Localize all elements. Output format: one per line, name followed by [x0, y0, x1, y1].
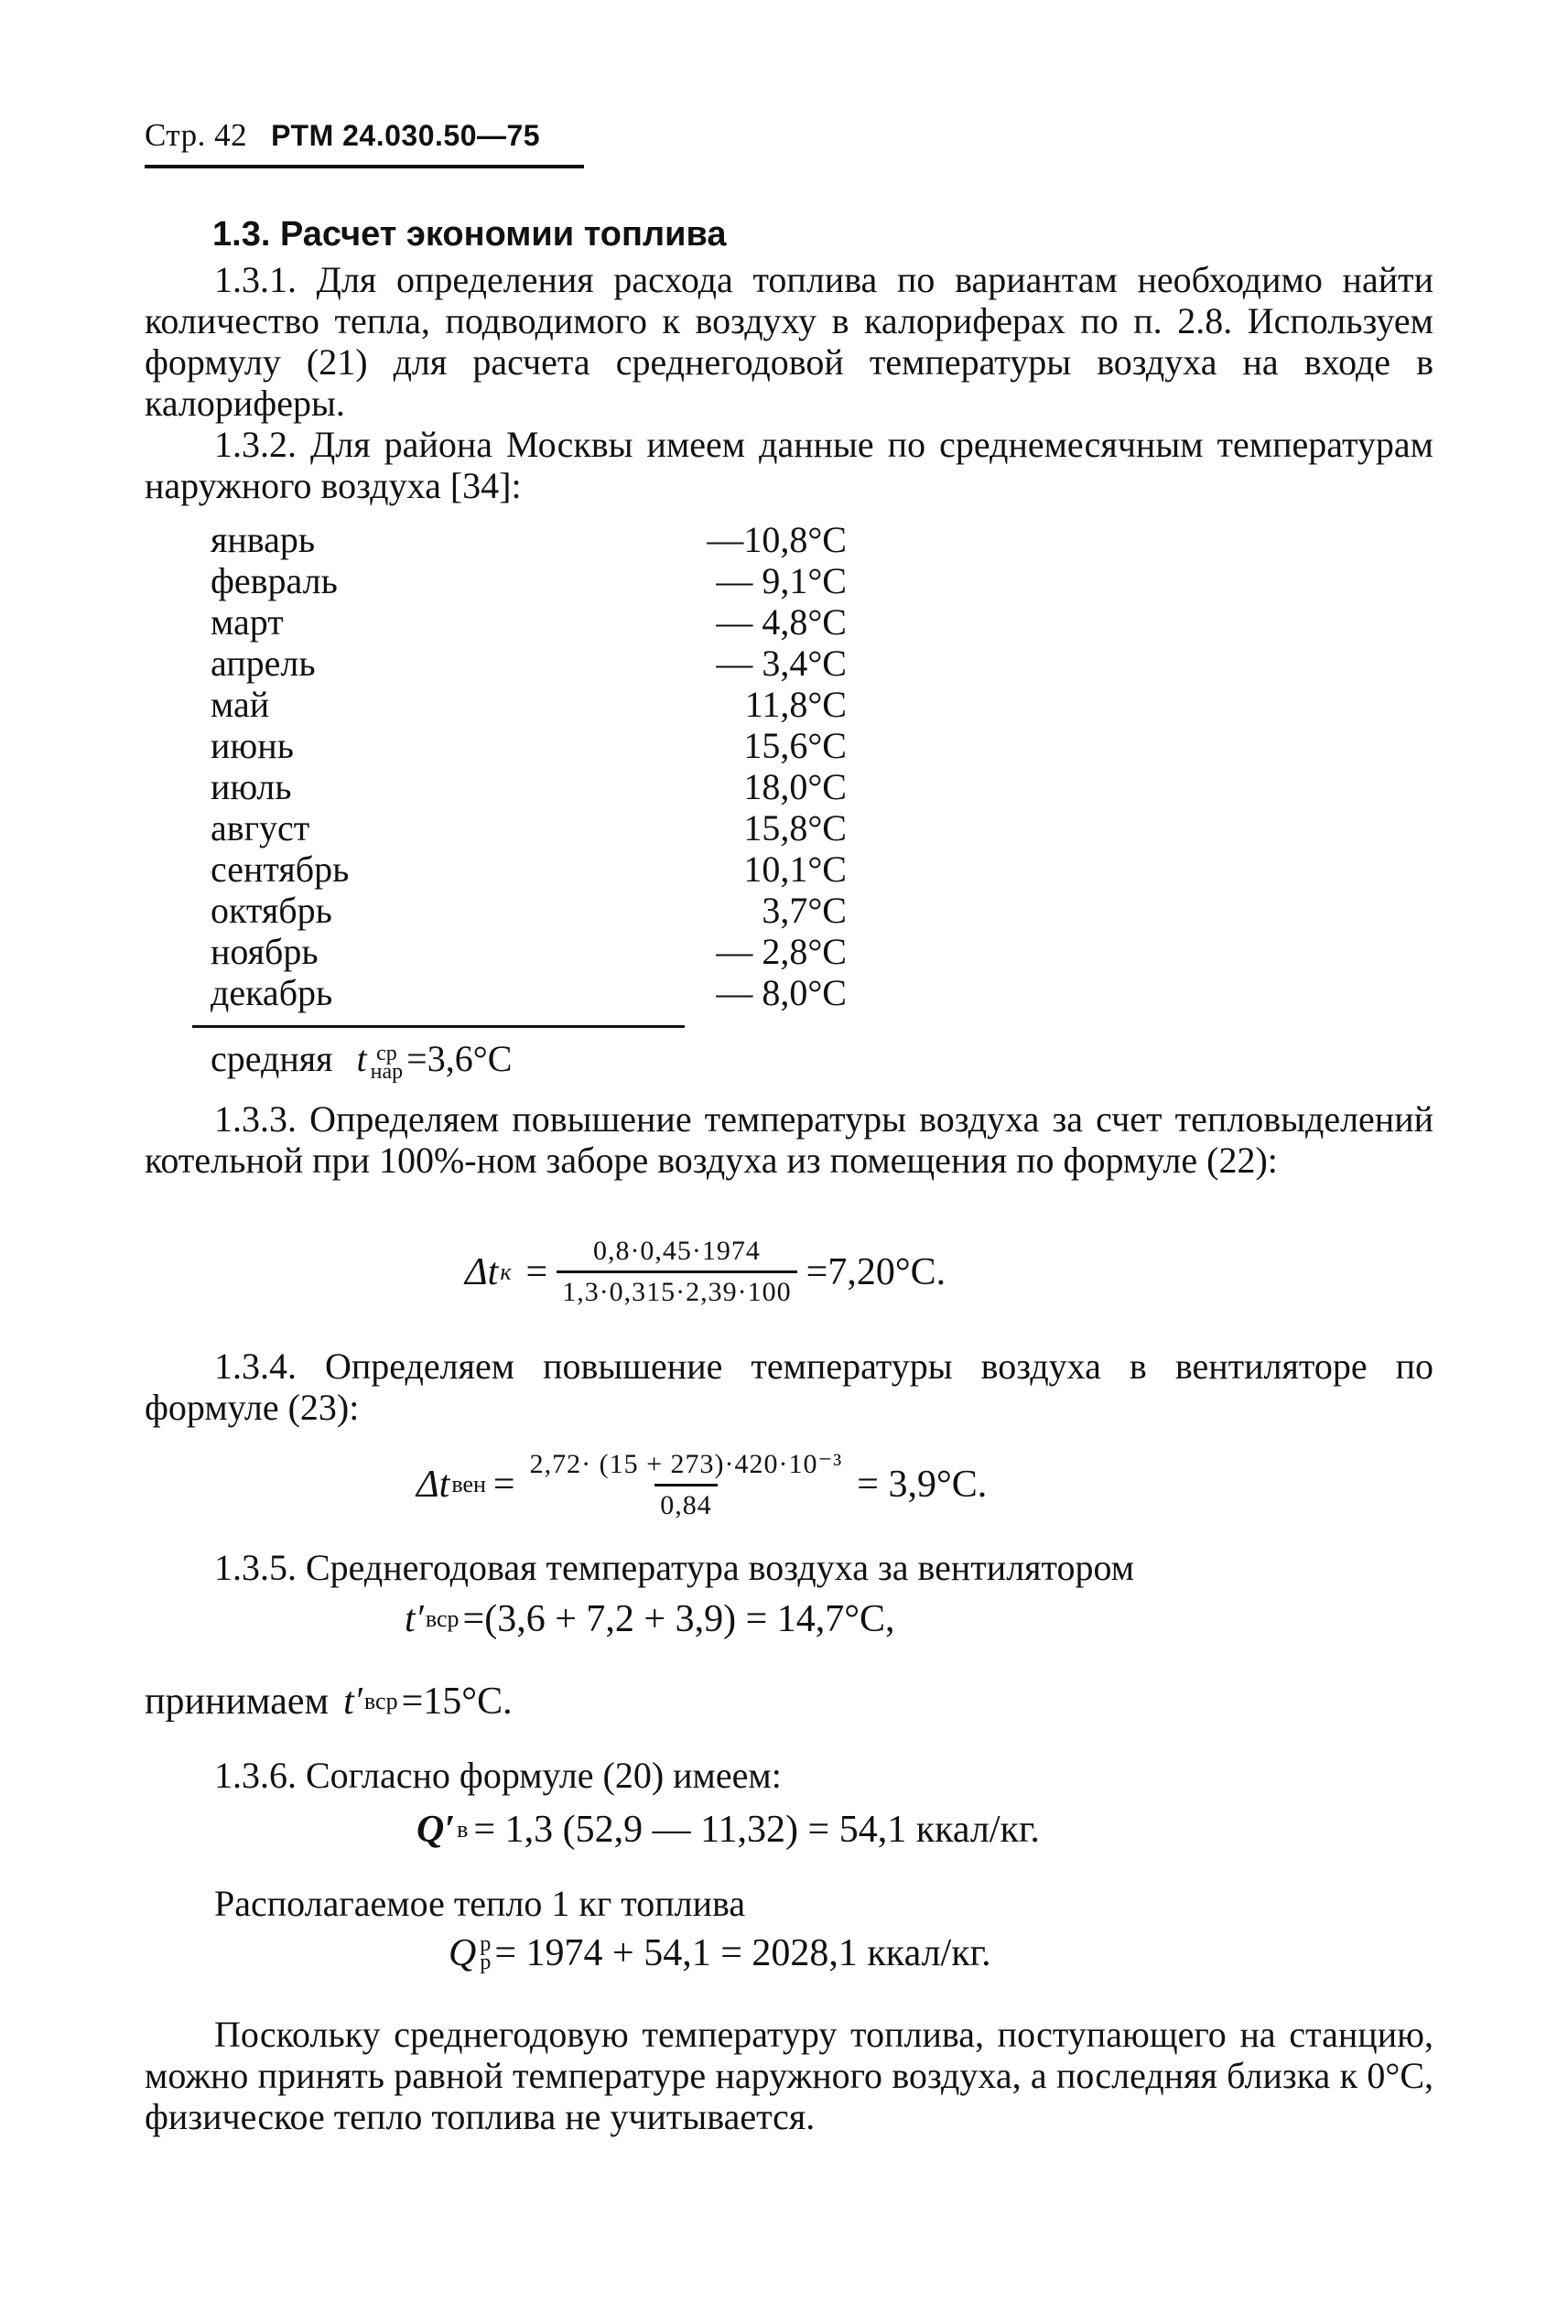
paragraph-final: Поскольку среднегодовую температуру топлива, поступающего на станцию, можно принять равной температуре наружного воздуха, а последняя близка к 0°С, физическое тепло топлива не учитывается. [145, 2014, 1433, 2137]
paragraph-1-3-3: 1.3.3. Определяем повышение температуры воздуха за счет тепловыделений котельной при 100%-ном заборе воздуха из помещения по формуле (22): [145, 1098, 1433, 1181]
fq-indices [480, 1932, 492, 1974]
fq-lhs: Q [449, 1932, 477, 1974]
month-name: декабрь [211, 972, 333, 1013]
f20-rhs: = 1,3 (52,9 — 11,32) = 54,1 ккал/кг. [473, 1809, 1040, 1851]
f22-eq: = [525, 1250, 548, 1293]
f23-denominator: 0,84 [654, 1484, 718, 1521]
average-value: =3,6°С [406, 1038, 513, 1079]
month-temp: —10,8°С [707, 519, 847, 560]
month-name: апрель [211, 643, 316, 684]
f22-rhs: =7,20°С. [806, 1250, 946, 1293]
paragraph-1-3-5: 1.3.5. Среднегодовая температура воздуха за вентилятором [214, 1547, 1135, 1588]
average-symbol: t [356, 1038, 367, 1079]
formula-t-vsr [405, 1597, 895, 1641]
accept-lhs-sub: вср [363, 1688, 398, 1714]
tvsr-rhs: =(3,6 + 7,2 + 3,9) = 14,7°С, [462, 1598, 895, 1640]
section-title: 1.3. Расчет экономии топлива [212, 215, 727, 254]
accept-label: принимаем [145, 1681, 330, 1723]
month-temp: — 9,1°С [716, 560, 847, 601]
average-sup: ср [376, 1041, 397, 1065]
month-temp: 10,1°С [743, 849, 847, 890]
average-temperature [211, 1036, 512, 1082]
f23-lhs: Δt [416, 1464, 450, 1506]
paragraph-1-3-6: 1.3.6. Согласно формуле (20) имеем: [214, 1755, 782, 1796]
page-header [145, 117, 540, 154]
month-temp: 15,6°С [743, 725, 847, 766]
month-name: август [211, 807, 310, 849]
f23-numerator: 2,72· (15 + 273)·420·10⁻³ [529, 1449, 843, 1479]
month-temp: 15,8°С [743, 807, 847, 849]
f23-rhs: = 3,9°С. [857, 1464, 988, 1506]
f22-lhs-sub: к [500, 1258, 512, 1285]
month-name: январь [211, 519, 316, 560]
month-temp: — 3,4°С [716, 643, 847, 684]
available-heat-label: Располагаемое тепло 1 кг топлива [214, 1883, 746, 1924]
month-name: октябрь [211, 890, 332, 931]
formula-23 [416, 1448, 987, 1521]
month-name: март [211, 601, 284, 643]
tvsr-lhs: t′ [405, 1598, 424, 1640]
month-temp: 18,0°С [743, 766, 847, 807]
paragraph-1-3-4: 1.3.4. Определяем повышение температуры воздуха в вентиляторе по формуле (23): [145, 1346, 1433, 1428]
month-temp: — 2,8°С [716, 931, 847, 972]
f20-lhs: Q′ [416, 1809, 456, 1851]
formula-20 [416, 1808, 1040, 1852]
header-rule [145, 165, 584, 168]
f22-lhs: Δt [465, 1250, 499, 1293]
month-temp: — 8,0°С [716, 972, 847, 1013]
month-temp: 3,7°С [762, 890, 847, 931]
month-temp: 11,8°С [744, 684, 847, 725]
f20-lhs-sub: в [457, 1816, 469, 1843]
f22-denominator: 1,3·0,315·2,39·100 [557, 1270, 796, 1308]
month-name: июнь [211, 725, 294, 766]
paragraph-1-3-2: 1.3.2. Для района Москвы имеем данные по среднемесячным температурам наружного воздуха [34]: [145, 424, 1433, 506]
accept-rhs: =15°С. [401, 1681, 513, 1723]
fq-sup: р [480, 1932, 492, 1956]
month-name: сентябрь [211, 849, 350, 890]
accept-lhs: t′ [343, 1681, 362, 1723]
average-sub: нар [370, 1059, 404, 1084]
month-name: ноябрь [211, 931, 319, 972]
month-name: май [211, 684, 270, 725]
tvsr-lhs-sub: вср [425, 1605, 460, 1632]
average-indices [370, 1041, 404, 1084]
f23-fraction [524, 1448, 849, 1521]
page-number: Стр. 42 [145, 117, 248, 153]
f22-fraction [557, 1236, 796, 1308]
f23-eq: = [492, 1464, 515, 1506]
formula-22 [465, 1236, 946, 1308]
paragraph-1-3-1: 1.3.1. Для определения расхода топлива по вариантам необходимо найти количество тепла, подводимого к воздуху в калориферах по п. 2.8. Используем формулу (21) для расчета среднегодовой температуры воздуха на входе в калориферы. [145, 259, 1433, 424]
month-name: февраль [211, 560, 338, 601]
accepted-t-vsr [145, 1680, 513, 1724]
formula-q-available [449, 1931, 991, 1975]
f23-lhs-sub: вен [451, 1471, 486, 1497]
fq-sub: р [480, 1951, 492, 1974]
f22-numerator: 0,8·0,45·1974 [592, 1236, 761, 1266]
month-temp: — 4,8°С [716, 601, 847, 643]
average-label: средняя [211, 1038, 333, 1079]
month-name: июль [211, 766, 292, 807]
document-code: РТМ 24.030.50—75 [271, 119, 541, 152]
fq-rhs: = 1974 + 54,1 = 2028,1 ккал/кг. [494, 1932, 991, 1974]
table-total-rule [192, 1025, 685, 1028]
